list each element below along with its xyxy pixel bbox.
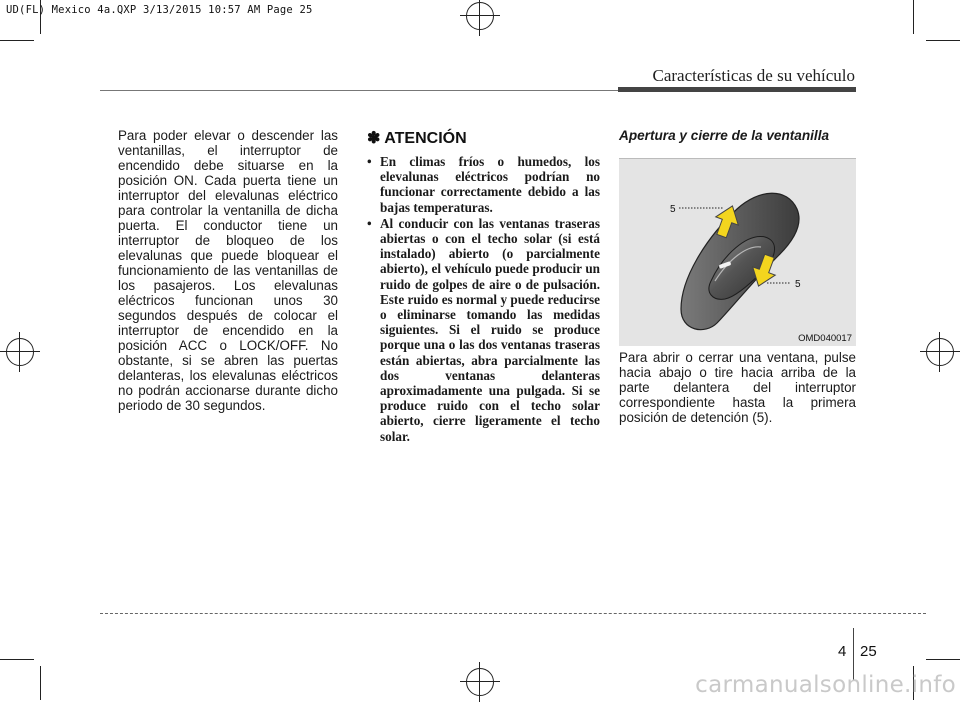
registration-mark-right	[920, 332, 960, 372]
attention-box	[367, 128, 600, 445]
chapter-number: 4	[838, 643, 847, 660]
window-instructions: Para abrir o cerrar una ventana, pulse hacia abajo o tire hacia arriba de la parte delantera del interruptor correspondiente hasta la primera posición de detención (5).	[619, 350, 856, 425]
callout-bottom-label: 5	[795, 279, 801, 290]
bullet-icon: •	[367, 215, 372, 231]
bullet-icon: •	[367, 154, 372, 169]
attention-item	[367, 216, 600, 444]
footer-rule	[100, 613, 926, 614]
registration-mark-left	[0, 332, 40, 372]
page-header-title: Características de su vehículo	[652, 66, 855, 85]
callout-top-label: 5	[670, 204, 676, 215]
crop-mark	[926, 40, 960, 41]
attention-heading	[367, 128, 600, 148]
window-switch-illustration	[619, 159, 856, 346]
page-number: 25	[860, 643, 877, 660]
header-accent-bar	[618, 87, 856, 92]
figure-code: OMD040017	[798, 333, 852, 344]
window-section	[619, 128, 856, 143]
attention-list	[367, 154, 600, 444]
watermark: carmanualsonline.info	[695, 672, 956, 698]
attention-heading-text: ATENCIÓN	[384, 130, 467, 147]
attention-item-text: En climas fríos o humedos, los elevalunas eléctricos podrían no funcionar correctamente debido a las bajas temperaturas.	[380, 154, 600, 215]
window-switch-figure	[619, 158, 856, 346]
intro-paragraph: Para poder elevar o descender las ventanillas, el interruptor de encendido debe situarse en la posición ON. Cada puerta tiene un interruptor del elevalunas eléctrico para controlar la ventanilla de dicha puerta. El conductor tiene un interruptor de bloqueo de los elevalunas que puede bloquear el funcionamiento de las ventanillas de los pasajeros. Los elevalunas eléctricos funcionan unos 30 segundos después de colocar el interruptor de encendido en la posición ACC o LOCK/OFF. No obstante, si se abren las puertas delanteras, los elevalunas eléctricos no podrán accionarse durante dicho periodo de 30 segundos.	[118, 128, 338, 413]
crop-mark	[926, 659, 960, 660]
crop-mark	[0, 659, 34, 660]
crop-mark	[40, 666, 41, 700]
crop-mark	[0, 40, 34, 41]
attention-item-text: Al conducir con las ventanas traseras abiertas o con el techo solar (si está instalado) abierto (o parcialmente abierto), el vehículo puede producir un ruido de golpes de aire o de pulsación. Este ruido es normal y puede reducirse o eliminarse tomando las medidas siguientes. Si el ruido se produce porque una o las dos ventanas traseras están abiertas, abra parcialmente las dos ventanas delanteras aproximadamente una pulgada. Si se produce ruido con el techo solar abierto, cierre ligeramente el techo solar.	[380, 215, 600, 444]
attention-symbol-icon: ✽	[367, 130, 381, 147]
registration-mark-bottom	[460, 662, 500, 702]
attention-item	[367, 154, 600, 215]
registration-mark-top	[460, 0, 500, 36]
crop-mark	[913, 0, 914, 34]
section-title: Apertura y cierre de la ventanilla	[619, 128, 830, 143]
print-slug: UD(FL) Mexico 4a.QXP 3/13/2015 10:57 AM Page 25	[6, 4, 313, 16]
